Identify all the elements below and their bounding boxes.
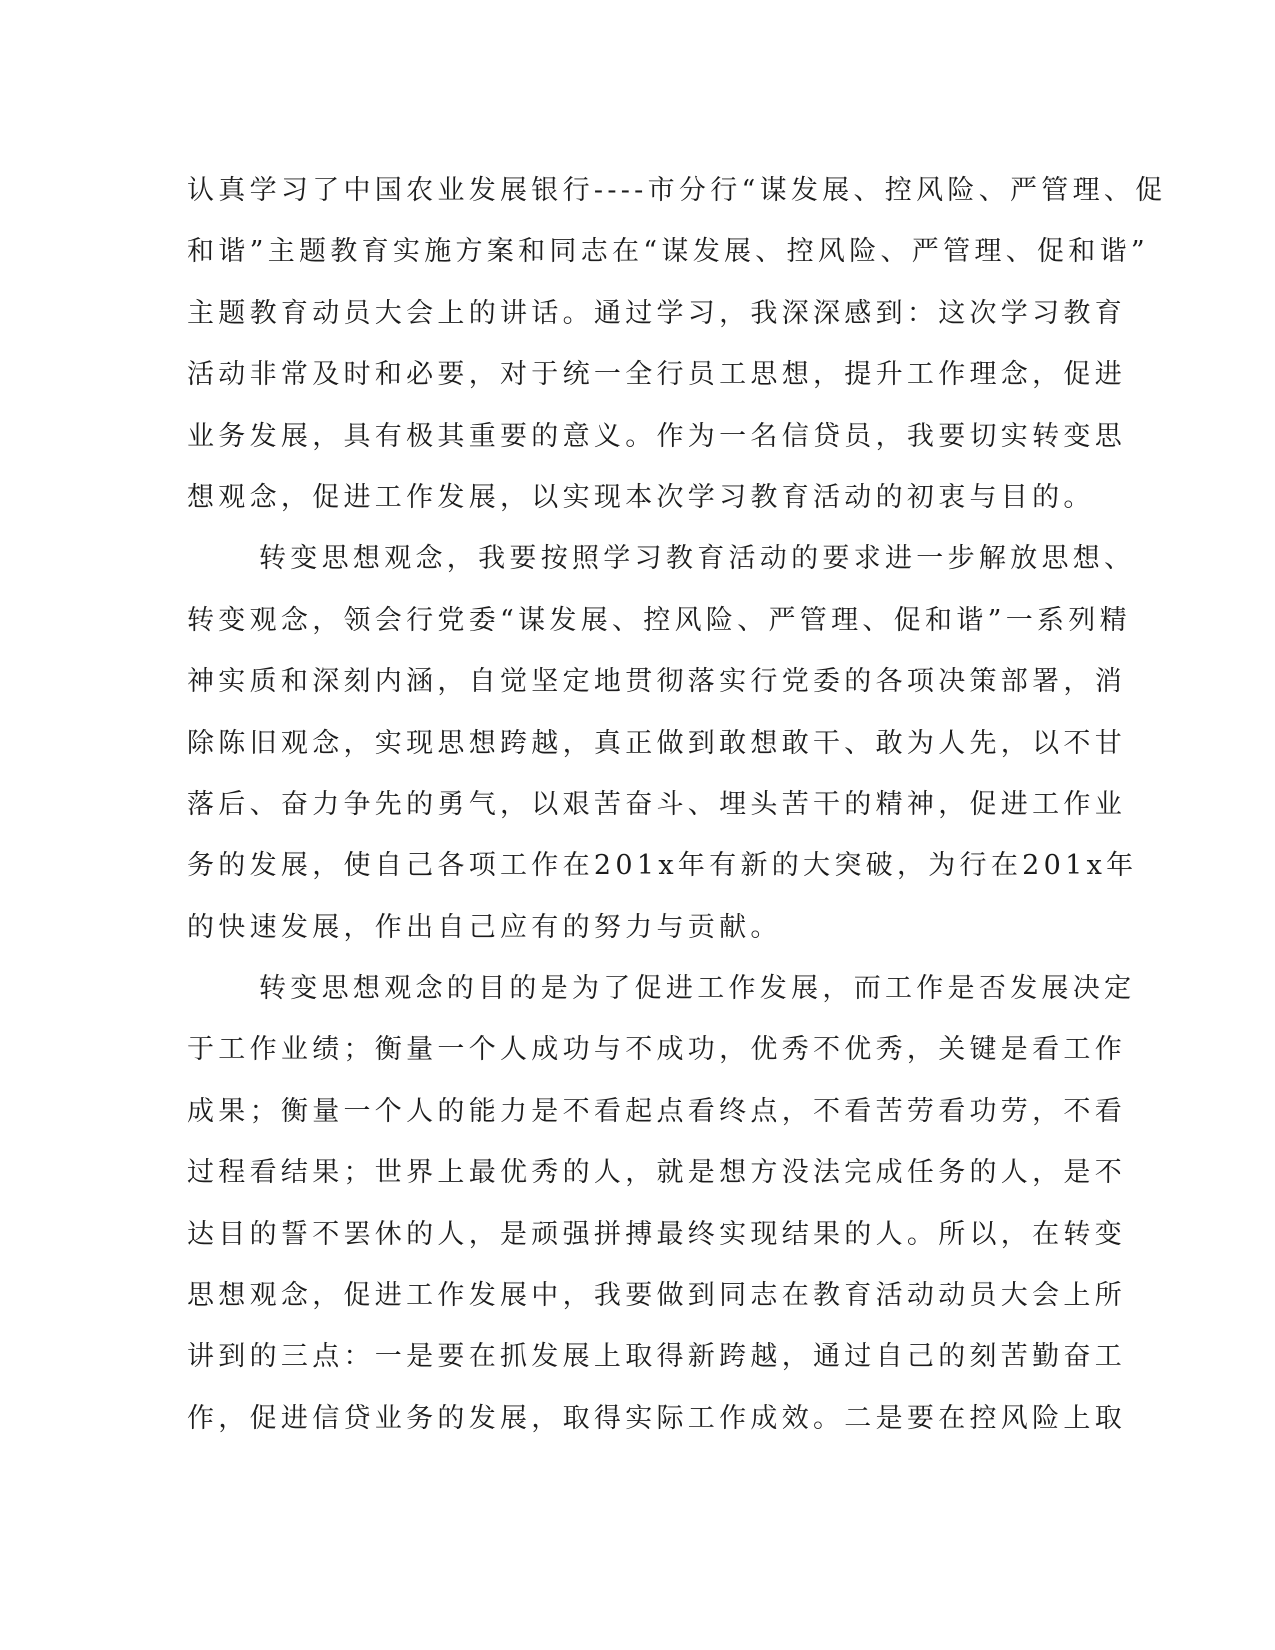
text-line: 主题教育动员大会上的讲话。通过学习，我深深感到：这次学习教育	[187, 297, 1126, 329]
text-line: 的快速发展，作出自己应有的努力与贡献。	[187, 911, 782, 943]
paragraph-3	[187, 958, 1136, 1449]
text-line: 讲到的三点：一是要在抓发展上取得新跨越，通过自己的刻苦勤奋工	[187, 1341, 1126, 1373]
text-line: 务的发展，使自己各项工作在201x年有新的大突破，为行在201x年	[187, 850, 1138, 882]
text-line: 转变思想观念的目的是为了促进工作发展，而工作是否发展决定	[259, 973, 1136, 1005]
text-line: 想观念，促进工作发展，以实现本次学习教育活动的初衷与目的。	[187, 481, 1095, 513]
text-line: 作，促进信贷业务的发展，取得实际工作成效。二是要在控风险上取	[187, 1402, 1126, 1434]
paragraph-1	[187, 160, 1167, 528]
text-line: 转变思想观念，我要按照学习教育活动的要求进一步解放思想、	[259, 543, 1136, 575]
text-line: 活动非常及时和必要，对于统一全行员工思想，提升工作理念，促进	[187, 359, 1126, 391]
text-line: 达目的誓不罢休的人，是顽强拼搏最终实现结果的人。所以，在转变	[187, 1218, 1126, 1250]
text-line: 于工作业绩；衡量一个人成功与不成功，优秀不优秀，关键是看工作	[187, 1034, 1126, 1066]
text-line: 和谐”主题教育实施方案和同志在“谋发展、控风险、严管理、促和谐”	[187, 236, 1150, 268]
text-line: 认真学习了中国农业发展银行----市分行“谋发展、控风险、严管理、促	[187, 175, 1167, 206]
text-line: 业务发展，具有极其重要的意义。作为一名信贷员，我要切实转变思	[187, 420, 1126, 452]
text-line: 成果；衡量一个人的能力是不看起点看终点，不看苦劳看功劳，不看	[187, 1095, 1126, 1127]
text-line: 神实质和深刻内涵，自觉坚定地贯彻落实行党委的各项决策部署，消	[187, 666, 1126, 698]
text-line: 过程看结果；世界上最优秀的人，就是想方没法完成任务的人，是不	[187, 1157, 1126, 1189]
text-line: 落后、奋力争先的勇气，以艰苦奋斗、埋头苦干的精神，促进工作业	[187, 788, 1126, 820]
document-body	[187, 160, 1167, 1449]
text-line: 思想观念，促进工作发展中，我要做到同志在教育活动动员大会上所	[187, 1280, 1126, 1312]
text-line: 除陈旧观念，实现思想跨越，真正做到敢想敢干、敢为人先，以不甘	[187, 727, 1126, 759]
text-line: 转变观念，领会行党委“谋发展、控风险、严管理、促和谐”一系列精	[187, 604, 1131, 636]
paragraph-2	[187, 528, 1138, 958]
